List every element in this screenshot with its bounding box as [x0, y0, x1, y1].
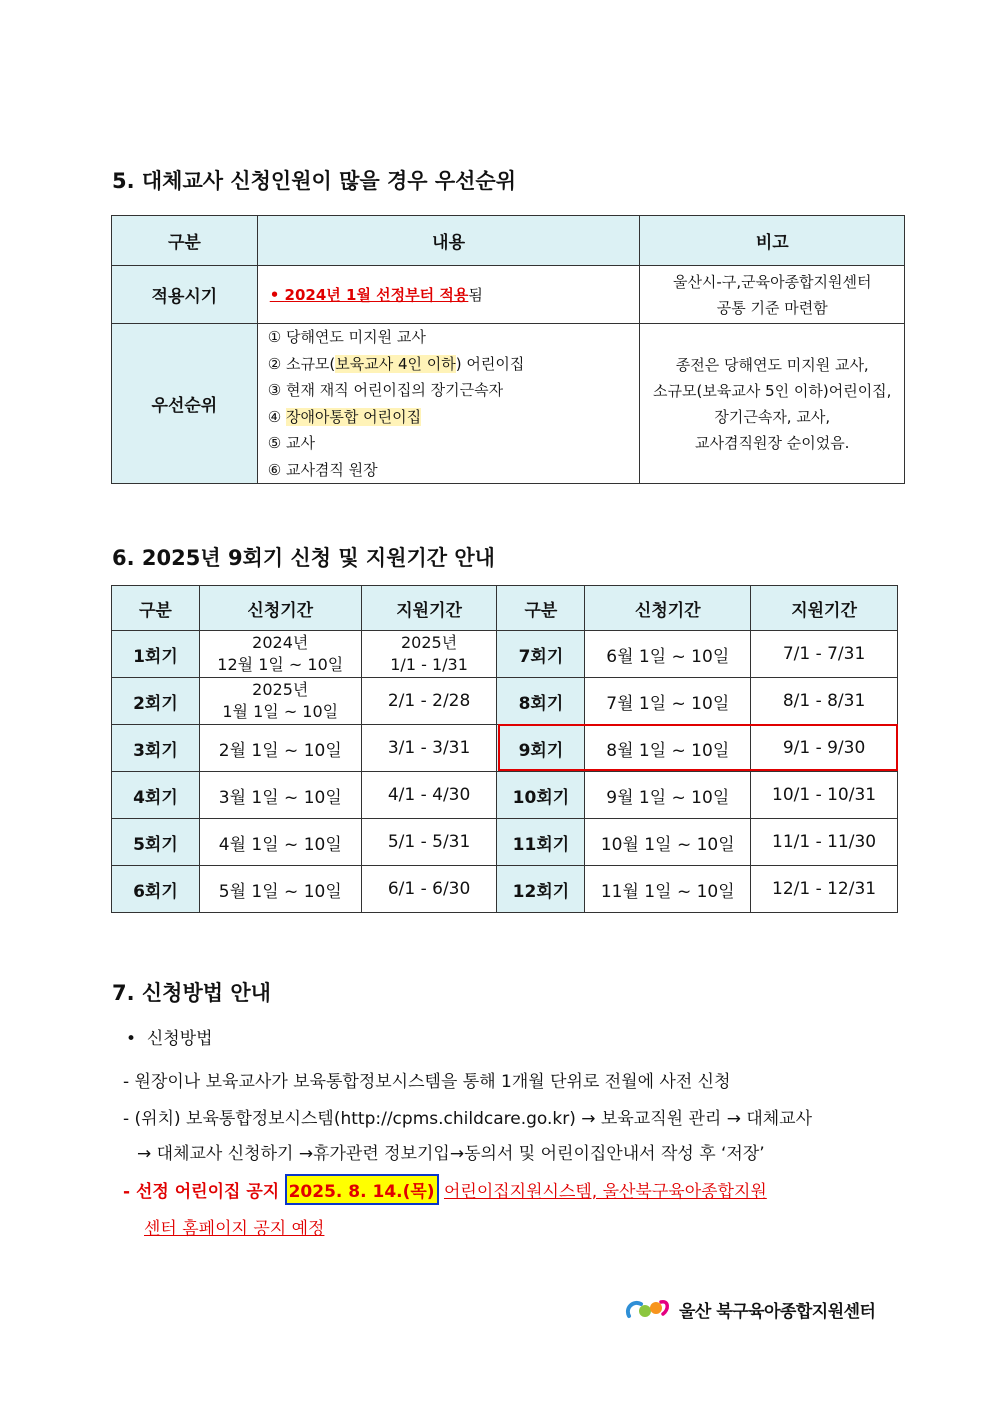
- round-label: 5회기: [112, 819, 200, 866]
- apply-period: 10월 1일 ~ 10일: [585, 819, 751, 866]
- method-line-2: - (위치) 보육통합정보시스템(http://cpms.childcare.go.kr) → 보육교직원 관리 → 대체교사: [123, 1109, 813, 1129]
- apply-period: 4월 1일 ~ 10일: [199, 819, 361, 866]
- priority-row: [112, 324, 905, 484]
- apply-period: 5월 1일 ~ 10일: [199, 866, 361, 913]
- round-label: 11회기: [497, 819, 585, 866]
- apply-highlight: 2024년 1월 선정부터 적용: [284, 286, 469, 304]
- method-line-1: - 원장이나 보육교사가 보육통합정보시스템을 통해 1개월 단위로 전월에 사전 신청: [123, 1072, 731, 1092]
- schedule-row: [112, 866, 898, 913]
- apply-label: 적용시기: [112, 266, 258, 324]
- priority-item: ④ 장애아통합 어린이집: [267, 407, 422, 426]
- priority-item: ⑤ 교사: [267, 434, 315, 452]
- support-period: 8/1 - 8/31: [751, 678, 898, 725]
- section6-heading: 6. 2025년 9회기 신청 및 지원기간 안내: [112, 546, 495, 570]
- support-period: 10/1 - 10/31: [751, 772, 898, 819]
- support-period: 6/1 - 6/30: [361, 866, 497, 913]
- round-label: 6회기: [112, 866, 200, 913]
- round-label: 1회기: [112, 631, 200, 678]
- schedule-table: [111, 585, 898, 913]
- round-label: 2회기: [112, 678, 200, 725]
- apply-content: [257, 266, 640, 324]
- apply-period: 11월 1일 ~ 10일: [585, 866, 751, 913]
- support-period: 2/1 - 2/28: [361, 678, 497, 725]
- support-period: 2025년 1/1 - 1/31: [361, 631, 497, 678]
- apply-row: [112, 266, 905, 324]
- notice-line: - 선정 어린이집 공지 2025. 8. 14.(목) 어린이집지원시스템, 울산북구육아종합지원: [123, 1174, 767, 1205]
- priority-label: 우선순위: [112, 324, 258, 484]
- priority-item: ③ 현재 재직 어린이집의 장기근속자: [267, 381, 504, 399]
- header-apply-period: 신청기간: [199, 586, 361, 631]
- apply-note-line: 공통 기준 마련함: [716, 298, 828, 317]
- schedule-row: [112, 725, 898, 772]
- apply-period: 8월 1일 ~ 10일: [585, 725, 751, 772]
- round-label: 8회기: [497, 678, 585, 725]
- apply-period: 7월 1일 ~ 10일: [585, 678, 751, 725]
- priority-table: [111, 215, 905, 484]
- org-logo: [623, 1294, 875, 1324]
- round-label: 12회기: [497, 866, 585, 913]
- header-content: 내용: [257, 216, 640, 266]
- apply-period: 2025년 1월 1일 ~ 10일: [199, 678, 361, 725]
- priority-item: ① 당해연도 미지원 교사: [267, 328, 426, 346]
- header-round: 구분: [112, 586, 200, 631]
- header-round: 구분: [497, 586, 585, 631]
- notice-date: 2025. 8. 14.(목): [285, 1174, 439, 1205]
- priority-note: 종전은 당해연도 미지원 교사, 소규모(보육교사 5인 이하)어린이집, 장기근속자, 교사, 교사겸직원장 순이었음.: [640, 324, 905, 484]
- header-support-period: 지원기간: [361, 586, 497, 631]
- apply-period: 3월 1일 ~ 10일: [199, 772, 361, 819]
- support-period: 9/1 - 9/30: [751, 725, 898, 772]
- support-period: 12/1 - 12/31: [751, 866, 898, 913]
- header-apply-period: 신청기간: [585, 586, 751, 631]
- support-period: 11/1 - 11/30: [751, 819, 898, 866]
- apply-bullet: •: [269, 286, 285, 304]
- notice-cont: 센터 홈페이지 공지 예정: [144, 1219, 325, 1239]
- schedule-row: [112, 678, 898, 725]
- schedule-row: [112, 772, 898, 819]
- org-name: 울산 북구육아종합지원센터: [679, 1301, 876, 1322]
- round-label: 4회기: [112, 772, 200, 819]
- apply-period: 2월 1일 ~ 10일: [199, 725, 361, 772]
- round-label: 3회기: [112, 725, 200, 772]
- header-remarks: 비고: [640, 216, 905, 266]
- apply-note-line: 울산시-구,군육아종합지원센터: [672, 272, 872, 291]
- support-period: 4/1 - 4/30: [361, 772, 497, 819]
- apply-period: 9월 1일 ~ 10일: [585, 772, 751, 819]
- priority-list: [257, 324, 640, 484]
- support-period: 7/1 - 7/31: [751, 631, 898, 678]
- support-period: 3/1 - 3/31: [361, 725, 497, 772]
- apply-note: [640, 266, 905, 324]
- method-line-3: → 대체교사 신청하기 →휴가관련 정보기입→동의서 및 어린이집안내서 작성 후 ‘저장’: [137, 1144, 765, 1164]
- support-period: 5/1 - 5/31: [361, 819, 497, 866]
- notice-rest: 어린이집지원시스템, 울산북구육아종합지원: [443, 1182, 767, 1202]
- schedule-row: [112, 631, 898, 678]
- apply-suffix: 됨: [468, 286, 483, 304]
- apply-period: 2024년 12월 1일 ~ 10일: [199, 631, 361, 678]
- header-category: 구분: [112, 216, 258, 266]
- round-label: 9회기: [497, 725, 585, 772]
- priority-item: ② 소규모(보육교사 4인 이하) 어린이집: [267, 354, 525, 373]
- section7-heading: 7. 신청방법 안내: [112, 981, 271, 1005]
- round-label: 7회기: [497, 631, 585, 678]
- priority-item: ⑥ 교사겸직 원장: [267, 460, 378, 479]
- header-support-period: 지원기간: [751, 586, 898, 631]
- method-bullet: • 신청방법: [126, 1029, 213, 1049]
- round-label: 10회기: [497, 772, 585, 819]
- org-logo-icon: [623, 1294, 671, 1324]
- section5-heading: 5. 대체교사 신청인원이 많을 경우 우선순위: [112, 169, 517, 193]
- schedule-row: [112, 819, 898, 866]
- apply-period: 6월 1일 ~ 10일: [585, 631, 751, 678]
